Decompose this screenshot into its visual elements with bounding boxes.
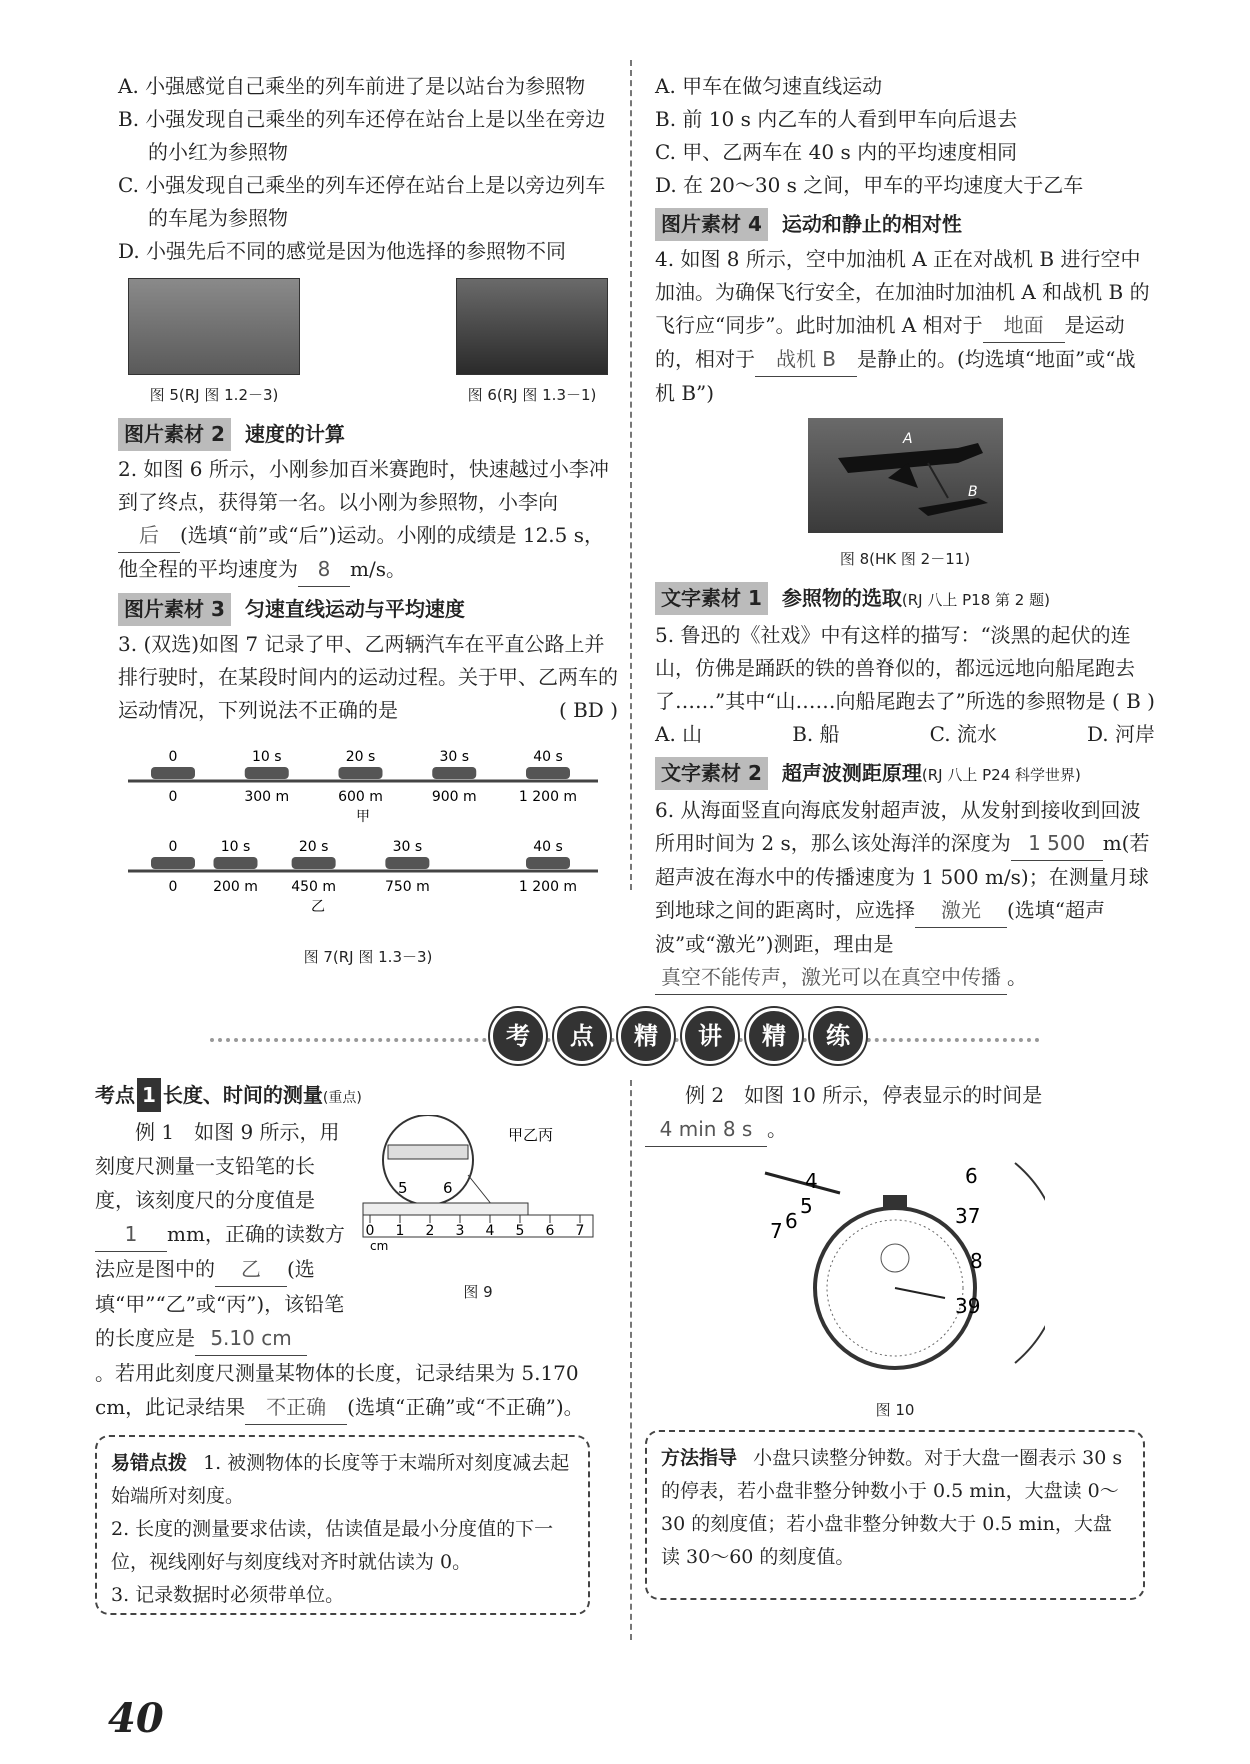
jia-car: [339, 767, 383, 779]
running-race-photo: [456, 278, 608, 375]
question-2: [118, 453, 618, 587]
kaodian-1: [95, 1078, 605, 1425]
ex1-answer-1: 1: [95, 1217, 167, 1252]
yi-car: [385, 857, 429, 869]
big-dial-label: 39: [955, 1294, 981, 1318]
jia-distance-label: 300 m: [244, 789, 290, 805]
tip-line: 1. 被测物体的长度等于末端所对刻度减去起始端所对刻度。: [111, 1452, 570, 1507]
section-title: 匀速直线运动与平均速度: [244, 597, 465, 621]
yi-time-label: 40 s: [533, 839, 563, 855]
section-title: 超声波测距原理: [781, 761, 922, 785]
q2-text-c: m/s。: [350, 557, 406, 581]
q6-text-c: (选填“超声波”或“激光”)测距，理由是: [655, 898, 1106, 956]
fighter-plane-icon: [918, 498, 988, 516]
zoom-pencil: [388, 1145, 468, 1159]
jia-distance-label: 0: [168, 789, 178, 805]
ruler-label: 1: [395, 1223, 405, 1239]
question-3: [118, 628, 618, 727]
ruler-label: 4: [485, 1223, 495, 1239]
section-picture-4: [655, 208, 1155, 241]
stopwatch-crown: [883, 1195, 907, 1209]
small-dial-label: 6: [785, 1209, 798, 1233]
figure-9: [358, 1115, 598, 1356]
section-picture-3: [118, 593, 618, 626]
yi-cars: [151, 857, 570, 869]
fig9-caption: 图 9: [463, 1283, 493, 1301]
section-picture-2: [118, 418, 618, 451]
big-dial-label: 8: [970, 1249, 983, 1273]
yi-label: 乙: [311, 899, 325, 915]
column-divider-lower: [630, 1080, 632, 1640]
q4-answer-2: 战机 B: [755, 343, 857, 377]
ruler-label: 6: [545, 1223, 555, 1239]
header-char: 精: [618, 1008, 674, 1064]
q6-text-a: 6. 从海面竖直向海底发射超声波，从发射到接收到回波所用时间为 2 s，那么该处海洋的深度为: [655, 798, 1141, 855]
refueling-planes-photo: [808, 418, 1003, 533]
yi-distance-label: 750 m: [384, 879, 430, 895]
kaodian-title: 长度、时间的测量: [162, 1083, 323, 1107]
section-ref: (RJ 八上 P18 第 2 题): [901, 591, 1050, 609]
q6-text-b: m(若超声波在海水中的传播速度为 1 500 m/s)；在测量月球到地球之间的距离时，应选择: [655, 831, 1150, 922]
method-box: [645, 1430, 1145, 1600]
ruler-unit: cm: [370, 1239, 389, 1253]
section-tag: 文字素材 1: [655, 582, 768, 615]
pointer-line: [765, 1173, 840, 1193]
example-1-text-top: [95, 1115, 350, 1356]
fig6-caption: 图 6(RJ 图 1.3－1): [467, 386, 597, 404]
fig5-caption: 图 5(RJ 图 1.2－3): [149, 386, 279, 404]
q3-option-b: B. 前 10 s 内乙车的人看到甲车向后退去: [655, 107, 1018, 131]
yi-car: [151, 857, 195, 869]
q4-text-a: 4. 如图 8 所示，空中加油机 A 正在对战机 B 进行空中加油。为确保飞行安全，在加油时加油机 A 和战机 B 的飞行应“同步”。此时加油机 A 相对于: [655, 247, 1150, 337]
eye-labels: 甲乙丙: [508, 1126, 554, 1144]
section-tag: 文字素材 2: [655, 757, 768, 790]
yi-time-label: 10 s: [220, 839, 251, 855]
jia-time-label: 20 s: [345, 749, 376, 765]
ex1-text-a: 例 1 如图 9 所示，用刻度尺测量一支铅笔的长度，该刻度尺的分度值是: [95, 1120, 340, 1212]
q1-option-d: D. 小强先后不同的感觉是因为他选择的参照物不同: [118, 239, 567, 263]
tanker-plane-icon: [838, 443, 983, 473]
example-1-row: [95, 1115, 605, 1356]
right-column: [655, 70, 1155, 995]
q5-option-a: A. 山: [655, 722, 703, 746]
page-number: 40: [108, 1695, 164, 1742]
ruler-label: 5: [515, 1223, 525, 1239]
yi-car: [214, 857, 258, 869]
example-2: [645, 1078, 1145, 1427]
q3-option-a: A. 甲车在做匀速直线运动: [655, 74, 883, 98]
ex2-answer: 4 min 8 s: [645, 1112, 767, 1147]
jia-distance-label: 1 200 m: [518, 789, 578, 805]
q5-option-d: D. 河岸: [1086, 722, 1155, 746]
q2-answer-1: 后: [118, 519, 180, 553]
q3-answer: ( BD ): [558, 698, 618, 722]
q1-option-a: A. 小强感觉自己乘坐的列车前进了是以站台为参照物: [118, 74, 586, 98]
q6-answer-2: 激光: [915, 894, 1007, 928]
fig5-fig6-row: [128, 278, 608, 412]
section-title: 运动和静止的相对性: [781, 212, 962, 236]
ex2-text: [645, 1078, 1145, 1147]
q4-answer-1: 地面: [983, 309, 1065, 343]
big-dial-label: 37: [955, 1204, 981, 1228]
ruler-label: 0: [365, 1223, 375, 1239]
tip-box-title: 易错点拨: [111, 1452, 188, 1474]
tip-line: 3. 记录数据时必须带单位。: [111, 1584, 345, 1606]
jia-car: [245, 767, 289, 779]
ruler-label: 7: [575, 1223, 585, 1239]
jia-car: [432, 767, 476, 779]
yi-distance-label: 0: [168, 879, 178, 895]
header-char: 练: [810, 1008, 866, 1064]
jia-cars: [151, 767, 570, 779]
q3-option-d: D. 在 20～30 s 之间，甲车的平均速度大于乙车: [655, 173, 1084, 197]
big-dial-arc: [1015, 1163, 1045, 1363]
question-6: [655, 794, 1155, 995]
q1-option-b: B. 小强发现自己乘坐的列车还停在站台上是以坐在旁边的小红为参照物: [118, 107, 606, 164]
example-1-text-bottom: [95, 1356, 605, 1425]
refuel-boom: [928, 463, 948, 498]
train-interior-photo: [128, 278, 300, 375]
section-text-2: [655, 757, 1155, 792]
small-dial-label: 4: [805, 1169, 818, 1193]
kaodian-note: (重点): [322, 1090, 362, 1106]
q6-answer-3: 真空不能传声，激光可以在真空中传播: [655, 961, 1007, 995]
section-text-1: [655, 582, 1155, 617]
yi-time-labels: [169, 839, 563, 855]
question-5: [655, 619, 1155, 718]
ex1-text-d: 。若用此刻度尺测量某物体的长度，记录结果为 5.170 cm，此记录结果: [95, 1361, 579, 1419]
tip-line: 2. 长度的测量要求估读，估读值是最小分度值的下一位，视线刚好与刻度线对齐时就估读为 0。: [111, 1518, 554, 1573]
yi-distance-labels: [169, 879, 578, 895]
jia-time-label: 10 s: [251, 749, 282, 765]
jia-label: 甲: [356, 809, 370, 825]
section-tag: 图片素材 3: [118, 593, 231, 626]
jia-distance-label: 900 m: [431, 789, 477, 805]
zoom-label: 5: [398, 1179, 408, 1197]
tip-box: [95, 1435, 590, 1615]
section-tag: 图片素材 4: [655, 208, 768, 241]
q4-text-c: 是静止的。(均选填“地面”或“战机 B”): [655, 347, 1136, 405]
q3-text: 3. (双选)如图 7 记录了甲、乙两辆汽车在平直公路上并排行驶时，在某段时间内的运动过程。关于甲、乙两车的运动情况，下列说法不正确的是: [118, 632, 618, 722]
fig7-caption: 图 7(RJ 图 1.3－3): [303, 948, 433, 966]
jia-distance-label: 600 m: [338, 789, 383, 805]
ex1-text-b: mm，正确的读数方法应是图中的: [95, 1222, 345, 1281]
fig8-caption: 图 8(HK 图 2－11): [839, 550, 971, 568]
figure-7: [118, 731, 608, 931]
header-char: 考: [490, 1008, 546, 1064]
yi-distance-label: 1 200 m: [518, 879, 578, 895]
q6-answer-1: 1 500: [1011, 827, 1103, 861]
header-char: 精: [746, 1008, 802, 1064]
section-title: 参照物的选取: [781, 586, 902, 610]
figure-5: [128, 278, 300, 412]
q5-answer: ( B ): [1111, 689, 1155, 713]
yi-time-label: 0: [168, 839, 178, 855]
header-char: 点: [554, 1008, 610, 1064]
fig10-caption: 图 10: [875, 1401, 915, 1419]
q3-option-c: C. 甲、乙两车在 40 s 内的平均速度相同: [655, 140, 1018, 164]
ex1-text-e: (选填“正确”或“不正确”)。: [347, 1395, 584, 1419]
kaodian-prefix: 考点: [95, 1083, 135, 1107]
ex1-text-c: (选填“甲”“乙”或“丙”)，该铅笔的长度应是: [95, 1257, 345, 1350]
stopwatch-diagram: [745, 1153, 1045, 1383]
jia-distance-labels: [169, 789, 578, 805]
ex1-answer-2: 乙: [215, 1252, 287, 1287]
section-header: [210, 1008, 1040, 1068]
jia-car: [151, 767, 195, 779]
yi-distance-label: 200 m: [213, 879, 258, 895]
figure-8: [655, 418, 1155, 576]
left-column: [118, 70, 618, 974]
pencil: [363, 1203, 528, 1215]
header-char: 讲: [682, 1008, 738, 1064]
ex1-answer-4: 不正确: [245, 1390, 347, 1425]
section-title: 速度的计算: [244, 422, 345, 446]
section-tag: 图片素材 2: [118, 418, 231, 451]
jia-time-label: 40 s: [533, 749, 563, 765]
header-badges: [490, 1008, 866, 1064]
label-b: B: [967, 484, 978, 500]
big-dial-label: 6: [965, 1164, 978, 1188]
yi-car: [526, 857, 570, 869]
yi-time-label: 30 s: [392, 839, 423, 855]
ruler-label: 2: [425, 1223, 435, 1239]
small-dial-label: 7: [770, 1219, 783, 1243]
q2-answer-2: 8: [298, 553, 350, 587]
q6-text-d: 。: [1007, 965, 1027, 989]
ex2-text-b: 。: [767, 1117, 787, 1141]
q5-text: 5. 鲁迅的《社戏》中有这样的描写：“淡黑的起伏的连山，仿佛是踊跃的铁的兽脊似的，都远远地向船尾跑去了……”其中“山……向船尾跑去了”所选的参照物是: [655, 623, 1135, 713]
label-a: A: [902, 431, 913, 447]
yi-distance-label: 450 m: [291, 879, 337, 895]
q5-option-b: B. 船: [792, 722, 840, 746]
ex1-answer-3: 5.10 cm: [195, 1321, 307, 1356]
jia-time-label: 30 s: [439, 749, 470, 765]
jia-time-labels: [169, 749, 563, 765]
q2-text-a: 2. 如图 6 所示，小刚参加百米赛跑时，快速越过小李冲到了终点，获得第一名。以小刚为参照物，小李向: [118, 457, 609, 514]
kaodian-number: 1: [137, 1078, 161, 1112]
q1-option-c: C. 小强发现自己乘坐的列车还停在站台上是以旁边列车的车尾为参照物: [118, 173, 606, 230]
ruler-label: 3: [455, 1223, 465, 1239]
q5-option-c: C. 流水: [929, 722, 997, 746]
q5-options: [655, 718, 1155, 751]
q4-text-b: 是运动的，相对于: [655, 313, 1125, 371]
jia-time-label: 0: [168, 749, 178, 765]
method-text: 小盘只读整分钟数。对于大盘一圈表示 30 s 的停表，若小盘非整分钟数小于 0.5 min，大盘读 0～30 的刻度值；若小盘非整分钟数大于 0.5 min，大盘读 30～60 的刻度值。: [661, 1447, 1123, 1568]
zoom-circle: [383, 1115, 473, 1205]
jia-car: [526, 767, 570, 779]
question-4: [655, 243, 1155, 410]
figure-6: [456, 278, 608, 412]
q2-text-b: (选填“前”或“后”)运动。小刚的成绩是 12.5 s，他全程的平均速度为: [118, 523, 605, 581]
section-ref: (RJ 八上 P24 科学世界): [921, 766, 1081, 784]
ex2-text-a: 例 2 如图 10 所示，停表显示的时间是: [685, 1083, 1043, 1107]
yi-time-label: 20 s: [298, 839, 329, 855]
method-box-title: 方法指导: [661, 1447, 738, 1469]
kaodian-heading: [95, 1078, 605, 1115]
small-dial-label: 5: [800, 1194, 813, 1218]
yi-car: [292, 857, 336, 869]
ruler-diagram: [358, 1115, 598, 1265]
column-divider: [630, 60, 632, 890]
zoom-label: 6: [443, 1179, 453, 1197]
figure-10: [645, 1153, 1145, 1427]
